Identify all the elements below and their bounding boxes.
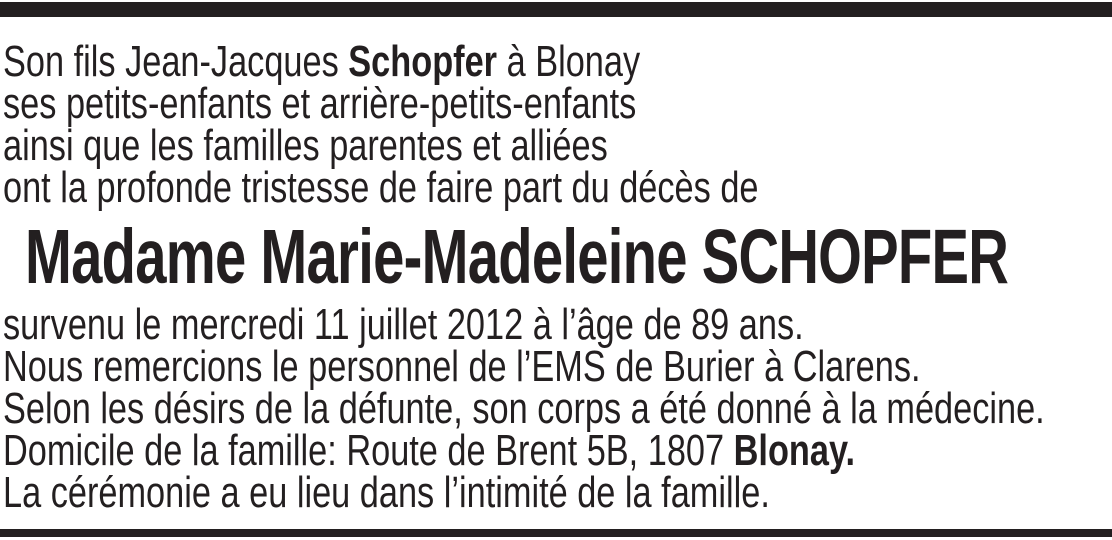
intro-line-1-text: Son fils Jean-Jacques <box>3 37 349 86</box>
family-name-bold: Schopfer <box>348 37 498 86</box>
detail-line-5: La cérémonie a eu lieu dans l’intimité de la famille. <box>3 468 770 517</box>
detail-line-2: Nous remercions le personnel de l’EMS de Burier à Clarens. <box>3 342 921 391</box>
notice-content <box>3 0 1112 517</box>
detail-line-4 <box>3 426 1071 475</box>
detail-line-4-text: Domicile de la famille: Route de Brent 5B, 1807 <box>3 426 734 475</box>
intro-line-3: ainsi que les familles parentes et alliées <box>3 121 608 170</box>
place-name-bold: Blonay. <box>733 426 856 475</box>
detail-line-1: survenu le mercredi 11 juillet 2012 à l’âge de 89 ans. <box>3 300 804 349</box>
intro-line-1 <box>3 37 1071 86</box>
detail-line-3: Selon les désirs de la défunte, son corps a été donné à la médecine. <box>3 384 1045 433</box>
intro-line-1-text-after: à Blonay <box>497 37 641 86</box>
deceased-name: Madame Marie-Madeleine SCHOPFER <box>25 214 1009 300</box>
bottom-rule <box>0 529 1112 537</box>
intro-line-2: ses petits-enfants et arrière-petits-enfants <box>3 79 637 128</box>
intro-line-4: ont la profonde tristesse de faire part du décès de <box>3 163 759 212</box>
